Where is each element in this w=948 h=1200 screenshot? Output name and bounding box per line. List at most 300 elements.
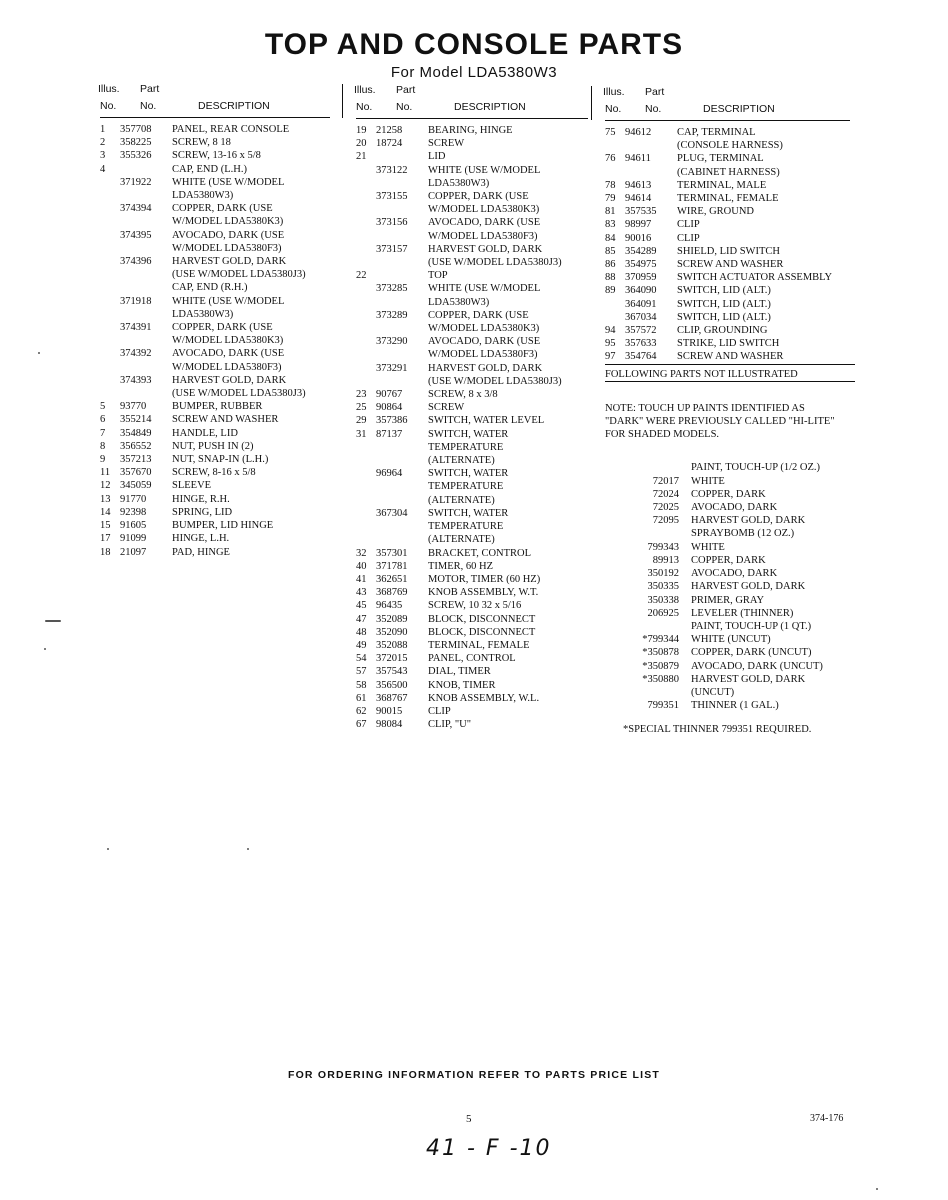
part-row bbox=[356, 177, 588, 190]
illus-number bbox=[356, 243, 376, 256]
part-number: 355326 bbox=[120, 150, 152, 162]
illus-number: 9 bbox=[100, 454, 106, 466]
illus-number bbox=[100, 189, 120, 202]
part-row bbox=[356, 190, 588, 203]
part-row bbox=[356, 441, 588, 454]
part-number: 374393 bbox=[120, 374, 152, 386]
part-description: SWITCH, WATER bbox=[428, 468, 509, 480]
header-illus: Illus. bbox=[98, 83, 120, 95]
part-description: W/MODEL LDA5380F3) bbox=[172, 361, 282, 373]
part-description: TEMPERATURE bbox=[428, 521, 504, 533]
part-row bbox=[356, 322, 588, 335]
part-row bbox=[100, 334, 330, 347]
section-rule bbox=[605, 381, 855, 382]
header-description: DESCRIPTION bbox=[454, 101, 526, 113]
part-description: HARVEST GOLD, DARK bbox=[172, 374, 287, 386]
part-description: SWITCH, WATER bbox=[428, 428, 509, 440]
illus-number bbox=[356, 520, 376, 533]
part-description: BUMPER, LID HINGE bbox=[172, 520, 274, 532]
part-description: HARVEST GOLD, DARK bbox=[691, 515, 806, 527]
part-number: 373122 bbox=[376, 164, 408, 176]
part-number bbox=[376, 348, 428, 361]
illus-number bbox=[100, 334, 120, 347]
illus-number: 97 bbox=[605, 351, 616, 363]
illus-number: 23 bbox=[356, 389, 367, 401]
part-number: 206925 bbox=[647, 607, 679, 619]
touch-up-note: NOTE: TOUCH UP PAINTS IDENTIFIED AS "DARK" WERE PREVIOUSLY CALLED "HI-LITE" FOR SHADED MODELS. bbox=[605, 402, 835, 441]
part-description: HANDLE, LID bbox=[172, 427, 238, 439]
part-description: TERMINAL, FEMALE bbox=[428, 639, 530, 651]
paint-row bbox=[605, 461, 850, 474]
part-description: AVOCADO, DARK (USE bbox=[172, 229, 285, 241]
part-description: SCREW, 8 18 bbox=[172, 137, 231, 149]
illus-number bbox=[605, 298, 625, 311]
part-number bbox=[376, 177, 428, 190]
scan-speck bbox=[44, 648, 46, 650]
part-number: 364090 bbox=[625, 285, 657, 297]
part-number: 357535 bbox=[625, 206, 657, 218]
part-number bbox=[376, 150, 428, 163]
part-description: COPPER, DARK bbox=[691, 488, 766, 500]
illus-number bbox=[100, 215, 120, 228]
part-row bbox=[356, 216, 588, 229]
part-description: SPRING, LID bbox=[172, 506, 233, 518]
part-row bbox=[605, 271, 850, 284]
part-description: TEMPERATURE bbox=[428, 441, 504, 453]
illus-number bbox=[356, 454, 376, 467]
part-description: PAINT, TOUCH-UP (1 QT.) bbox=[691, 620, 812, 632]
illus-number: 49 bbox=[356, 639, 367, 651]
part-description: NUT, PUSH IN (2) bbox=[172, 440, 254, 452]
part-number: 72095 bbox=[652, 515, 679, 527]
part-row bbox=[356, 124, 588, 137]
part-number: 352089 bbox=[376, 613, 408, 625]
part-row bbox=[605, 139, 850, 152]
part-row bbox=[356, 560, 588, 573]
part-description: W/MODEL LDA5380F3) bbox=[428, 230, 538, 242]
paint-row bbox=[605, 514, 850, 527]
part-number bbox=[376, 454, 428, 467]
part-description: SHIELD, LID SWITCH bbox=[677, 245, 780, 257]
part-description: (ALTERNATE) bbox=[428, 494, 495, 506]
part-number: 374391 bbox=[120, 322, 152, 334]
illus-number bbox=[605, 620, 625, 633]
illus-number: 22 bbox=[356, 270, 367, 282]
paint-row bbox=[605, 541, 850, 554]
part-number bbox=[376, 256, 428, 269]
part-description: CAP, TERMINAL bbox=[677, 127, 756, 138]
part-number: 345059 bbox=[120, 480, 152, 492]
paint-row bbox=[605, 580, 850, 593]
part-number: 18724 bbox=[376, 138, 403, 150]
part-description: SWITCH, LID (ALT.) bbox=[677, 311, 771, 323]
part-row bbox=[605, 258, 850, 271]
part-number: 356500 bbox=[376, 679, 408, 691]
header-part: Part bbox=[140, 83, 160, 95]
illus-number bbox=[356, 533, 376, 546]
part-number bbox=[625, 620, 691, 633]
illus-number bbox=[605, 488, 625, 501]
parts-list bbox=[356, 124, 588, 731]
part-number: 354764 bbox=[625, 351, 657, 363]
part-number: 357301 bbox=[376, 547, 408, 559]
illus-number: 75 bbox=[605, 127, 616, 138]
header-illus-no: No. bbox=[356, 101, 373, 113]
part-row bbox=[356, 150, 588, 163]
part-number: 21097 bbox=[120, 546, 147, 558]
part-number: 94613 bbox=[625, 179, 652, 191]
part-number: 94612 bbox=[625, 127, 652, 138]
part-description: TEMPERATURE bbox=[428, 481, 504, 493]
part-number: 357572 bbox=[625, 325, 657, 337]
part-number bbox=[120, 268, 172, 281]
illus-number bbox=[605, 660, 625, 673]
part-description: PANEL, REAR CONSOLE bbox=[172, 124, 290, 135]
part-row bbox=[356, 626, 588, 639]
part-description: W/MODEL LDA5380K3) bbox=[428, 323, 540, 335]
part-description: PAINT, TOUCH-UP (1/2 OZ.) bbox=[691, 462, 821, 474]
illus-number bbox=[356, 190, 376, 203]
part-row bbox=[100, 123, 330, 136]
part-number: 357670 bbox=[120, 467, 152, 479]
part-description: CAP, END (L.H.) bbox=[172, 163, 247, 175]
page-title: TOP AND CONSOLE PARTS bbox=[264, 28, 684, 61]
part-number bbox=[120, 215, 172, 228]
part-description: WHITE (USE W/MODEL bbox=[172, 176, 285, 188]
part-number: 368769 bbox=[376, 587, 408, 599]
part-row bbox=[356, 547, 588, 560]
part-description: CLIP bbox=[428, 705, 451, 717]
part-number: 355214 bbox=[120, 414, 152, 426]
part-row bbox=[100, 466, 330, 479]
not-illustrated-label: FOLLOWING PARTS NOT ILLUSTRATED bbox=[605, 368, 798, 380]
illus-number: 78 bbox=[605, 179, 616, 191]
document-code: 374-176 bbox=[810, 1113, 844, 1124]
column-header bbox=[100, 83, 330, 118]
illus-number bbox=[356, 480, 376, 493]
part-description: HINGE, R.H. bbox=[172, 493, 230, 505]
illus-number: 14 bbox=[100, 506, 111, 518]
part-row bbox=[100, 136, 330, 149]
part-row bbox=[605, 324, 850, 337]
part-row bbox=[100, 347, 330, 360]
paint-row bbox=[605, 660, 850, 673]
part-number bbox=[625, 139, 677, 152]
part-row bbox=[100, 374, 330, 387]
illus-number bbox=[356, 494, 376, 507]
part-description: WHITE (USE W/MODEL bbox=[428, 283, 541, 295]
part-row bbox=[100, 413, 330, 426]
scan-speck bbox=[45, 620, 61, 622]
illus-number bbox=[100, 202, 120, 215]
part-number: 374396 bbox=[120, 256, 152, 268]
part-description: COPPER, DARK (UNCUT) bbox=[691, 647, 812, 659]
illus-number: 6 bbox=[100, 414, 106, 426]
parts-column-1 bbox=[100, 83, 330, 559]
part-description: LDA5380W3) bbox=[428, 177, 490, 189]
part-description: WHITE (USE W/MODEL bbox=[428, 164, 541, 176]
part-description: PLUG, TERMINAL bbox=[677, 153, 764, 165]
illus-number: 57 bbox=[356, 666, 367, 678]
part-description: BLOCK, DISCONNECT bbox=[428, 613, 536, 625]
part-number: 89913 bbox=[652, 554, 679, 566]
paint-row bbox=[605, 567, 850, 580]
part-row bbox=[100, 506, 330, 519]
part-row bbox=[356, 454, 588, 467]
part-number: 374395 bbox=[120, 229, 152, 241]
illus-number: 94 bbox=[605, 325, 616, 337]
part-row bbox=[605, 218, 850, 231]
illus-number bbox=[100, 347, 120, 360]
part-number bbox=[376, 533, 428, 546]
part-row bbox=[100, 255, 330, 268]
part-description: SCREW bbox=[428, 402, 465, 414]
part-number bbox=[376, 230, 428, 243]
part-number: 373291 bbox=[376, 362, 408, 374]
illus-number: 11 bbox=[100, 467, 111, 479]
illus-number: 7 bbox=[100, 427, 106, 439]
part-row bbox=[100, 427, 330, 440]
part-description: LEVELER (THINNER) bbox=[691, 607, 794, 619]
illus-number bbox=[356, 467, 376, 480]
part-number bbox=[625, 166, 677, 179]
part-number: 358225 bbox=[120, 137, 152, 149]
header-illus-no: No. bbox=[605, 103, 622, 115]
part-row bbox=[100, 215, 330, 228]
header-description: DESCRIPTION bbox=[198, 100, 270, 112]
part-description: W/MODEL LDA5380K3) bbox=[172, 216, 284, 228]
part-row bbox=[605, 232, 850, 245]
part-row bbox=[100, 440, 330, 453]
part-description: (USE W/MODEL LDA5380J3) bbox=[172, 388, 306, 400]
part-description: SCREW bbox=[428, 138, 465, 150]
part-row bbox=[356, 520, 588, 533]
illus-number: 81 bbox=[605, 206, 616, 218]
part-number bbox=[625, 461, 691, 474]
part-description: THINNER (1 GAL.) bbox=[691, 700, 779, 712]
part-row bbox=[356, 335, 588, 348]
header-part-no: No. bbox=[140, 100, 157, 112]
part-number bbox=[120, 163, 172, 176]
part-number: 90016 bbox=[625, 232, 652, 244]
part-row bbox=[100, 361, 330, 374]
paint-list bbox=[605, 461, 850, 712]
part-row bbox=[356, 665, 588, 678]
part-description: W/MODEL LDA5380K3) bbox=[428, 204, 540, 216]
part-description: KNOB, TIMER bbox=[428, 679, 496, 691]
illus-number bbox=[605, 166, 625, 179]
part-number: 98084 bbox=[376, 719, 403, 731]
part-description: (ALTERNATE) bbox=[428, 534, 495, 546]
part-number: 374392 bbox=[120, 348, 152, 360]
part-number: 96435 bbox=[376, 600, 403, 612]
part-description: HINGE, L.H. bbox=[172, 533, 230, 545]
part-row bbox=[100, 387, 330, 400]
illus-number bbox=[605, 580, 625, 593]
part-number: 357213 bbox=[120, 454, 152, 466]
part-number: 350192 bbox=[647, 568, 679, 580]
part-description: PAD, HINGE bbox=[172, 546, 230, 558]
part-row bbox=[100, 308, 330, 321]
part-row bbox=[356, 494, 588, 507]
part-number: 368767 bbox=[376, 692, 408, 704]
part-row bbox=[356, 705, 588, 718]
illus-number bbox=[605, 475, 625, 488]
part-number: 96964 bbox=[376, 468, 403, 480]
part-description: HARVEST GOLD, DARK bbox=[172, 256, 287, 268]
illus-number bbox=[605, 514, 625, 527]
illus-number: 43 bbox=[356, 587, 367, 599]
part-number: 799343 bbox=[647, 541, 679, 553]
header-part-no: No. bbox=[396, 101, 413, 113]
part-number: 373157 bbox=[376, 243, 408, 255]
part-row bbox=[605, 192, 850, 205]
part-number bbox=[376, 269, 428, 282]
part-row bbox=[356, 137, 588, 150]
part-description: LID bbox=[428, 151, 446, 163]
part-row bbox=[605, 166, 850, 179]
column-header bbox=[605, 86, 850, 121]
paint-row bbox=[605, 673, 850, 686]
part-number bbox=[120, 189, 172, 202]
scan-speck bbox=[876, 1188, 878, 1190]
part-number: 91605 bbox=[120, 520, 147, 532]
part-row bbox=[356, 269, 588, 282]
part-description: HARVEST GOLD, DARK bbox=[428, 243, 543, 255]
part-description: AVOCADO, DARK (USE bbox=[172, 348, 285, 360]
illus-number bbox=[356, 335, 376, 348]
paint-row bbox=[605, 633, 850, 646]
illus-number: 32 bbox=[356, 547, 367, 559]
illus-number: 20 bbox=[356, 138, 367, 150]
part-description: NUT, SNAP-IN (L.H.) bbox=[172, 454, 269, 466]
part-row bbox=[356, 414, 588, 427]
part-row bbox=[100, 268, 330, 281]
illus-number: 40 bbox=[356, 560, 367, 572]
illus-number bbox=[356, 256, 376, 269]
paint-row bbox=[605, 620, 850, 633]
part-row bbox=[605, 298, 850, 311]
part-description: KNOB ASSEMBLY, W.T. bbox=[428, 587, 539, 599]
illus-number: 88 bbox=[605, 272, 616, 284]
part-description: SCREW, 13-16 x 5/8 bbox=[172, 150, 261, 162]
illus-number bbox=[100, 321, 120, 334]
part-row bbox=[605, 152, 850, 165]
illus-number bbox=[100, 374, 120, 387]
part-row bbox=[356, 164, 588, 177]
part-number: 367304 bbox=[376, 507, 408, 519]
part-description: HARVEST GOLD, DARK bbox=[691, 673, 806, 685]
illus-number bbox=[356, 203, 376, 216]
part-description: TIMER, 60 HZ bbox=[428, 560, 494, 572]
part-number: 357708 bbox=[120, 124, 152, 135]
page-number: 5 bbox=[466, 1113, 472, 1125]
illus-number bbox=[605, 461, 625, 474]
paint-row bbox=[605, 646, 850, 659]
part-number: 91099 bbox=[120, 533, 147, 545]
illus-number: 12 bbox=[100, 480, 111, 492]
part-number: 373155 bbox=[376, 191, 408, 203]
illus-number: 79 bbox=[605, 193, 616, 205]
part-number bbox=[625, 686, 691, 699]
illus-number: 25 bbox=[356, 402, 367, 414]
part-description: SCREW, 8-16 x 5/8 bbox=[172, 467, 256, 479]
illus-number bbox=[100, 295, 120, 308]
illus-number bbox=[356, 309, 376, 322]
part-number: 373290 bbox=[376, 336, 408, 348]
part-number: *350880 bbox=[642, 673, 679, 685]
scan-speck bbox=[107, 848, 109, 850]
part-row bbox=[356, 613, 588, 626]
part-description: COPPER, DARK (USE bbox=[428, 191, 529, 203]
part-number: 357633 bbox=[625, 338, 657, 350]
illus-number: 1 bbox=[100, 124, 106, 135]
part-number: 354289 bbox=[625, 245, 657, 257]
illus-number bbox=[356, 348, 376, 361]
part-description: AVOCADO, DARK (UNCUT) bbox=[691, 660, 823, 672]
part-description: TERMINAL, MALE bbox=[677, 179, 767, 191]
part-number: 370959 bbox=[625, 272, 657, 284]
part-number bbox=[376, 375, 428, 388]
part-description: HARVEST GOLD, DARK bbox=[691, 581, 806, 593]
part-description: AVOCADO, DARK bbox=[691, 568, 778, 580]
part-description: SWITCH, LID (ALT.) bbox=[677, 285, 771, 297]
illus-number bbox=[100, 242, 120, 255]
illus-number bbox=[356, 362, 376, 375]
illus-number: 8 bbox=[100, 440, 106, 452]
part-description: WHITE (USE W/MODEL bbox=[172, 295, 285, 307]
illus-number bbox=[605, 699, 625, 712]
part-number bbox=[376, 480, 428, 493]
part-description: LDA5380W3) bbox=[172, 190, 234, 202]
section-rule bbox=[605, 364, 855, 365]
part-number: 374394 bbox=[120, 203, 152, 215]
part-description: (USE W/MODEL LDA5380J3) bbox=[428, 257, 562, 269]
part-row bbox=[605, 350, 850, 363]
part-description: SWITCH ACTUATOR ASSEMBLY bbox=[677, 272, 833, 284]
part-row bbox=[356, 480, 588, 493]
illus-number: 2 bbox=[100, 137, 106, 149]
part-number: 373156 bbox=[376, 217, 408, 229]
part-number: 352088 bbox=[376, 639, 408, 651]
part-description: COPPER, DARK (USE bbox=[428, 309, 529, 321]
part-number bbox=[120, 242, 172, 255]
illus-number bbox=[100, 229, 120, 242]
part-row bbox=[356, 573, 588, 586]
illus-number bbox=[100, 281, 120, 294]
paint-row bbox=[605, 686, 850, 699]
part-row bbox=[356, 256, 588, 269]
illus-number: 4 bbox=[100, 163, 106, 175]
illus-number: 85 bbox=[605, 245, 616, 257]
part-number: 373285 bbox=[376, 283, 408, 295]
part-number: *799344 bbox=[642, 634, 679, 646]
part-row bbox=[100, 163, 330, 176]
part-description: WHITE bbox=[691, 475, 725, 487]
paint-row bbox=[605, 699, 850, 712]
illus-number bbox=[100, 255, 120, 268]
parts-column-2 bbox=[356, 84, 588, 731]
part-number: 94611 bbox=[625, 153, 651, 165]
part-row bbox=[605, 179, 850, 192]
part-description: SCREW, 10 32 x 5/16 bbox=[428, 600, 522, 612]
illus-number: 3 bbox=[100, 150, 106, 162]
part-number: 90015 bbox=[376, 705, 403, 717]
part-row bbox=[356, 388, 588, 401]
part-description: (CONSOLE HARNESS) bbox=[677, 140, 783, 152]
part-description: PANEL, CONTROL bbox=[428, 653, 516, 665]
part-description: CLIP bbox=[677, 219, 700, 231]
